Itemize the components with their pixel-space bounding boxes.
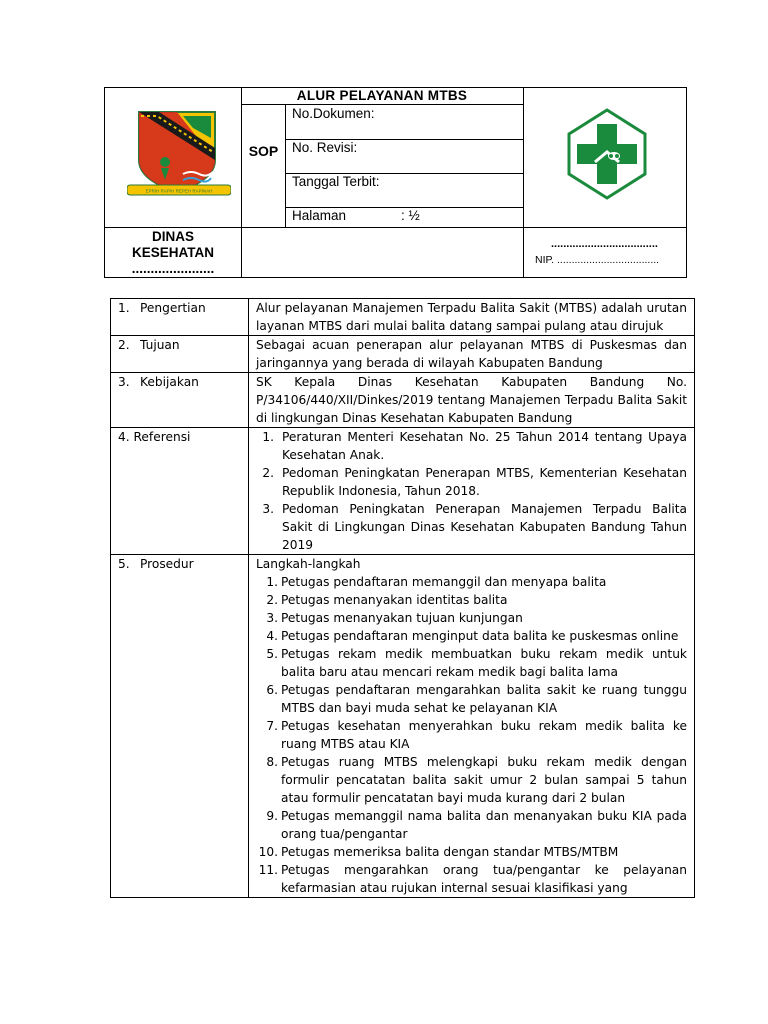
section-label: 5. Prosedur — [111, 555, 249, 898]
nip-label: NIP. ................................... — [535, 254, 660, 266]
list-item: 2. Pedoman Peningkatan Penerapan MTBS, Kementerian Kesehatan Republik Indonesia, Tahun 2018. — [262, 466, 687, 498]
table-row — [111, 373, 695, 428]
table-row — [111, 336, 695, 373]
list-item: 9. Petugas memanggil nama balita dan menanyakan buku KIA pada orang tua/pengantar — [266, 809, 687, 841]
halaman-value: : ½ — [401, 208, 420, 223]
list-item: 7. Petugas kesehatan menyerahkan buku rekam medik balita ke ruang MTBS atau KIA — [266, 719, 687, 751]
section-label: 4. Referensi — [111, 428, 249, 555]
list-item: 11. Petugas mengarahkan orang tua/pengantar ke pelayanan kefarmasian atau rujukan internal sesuai klasifikasi yang — [258, 863, 687, 895]
org-name-line3: ...................... — [131, 261, 215, 276]
org-name-line2: KESEHATAN — [131, 245, 214, 260]
signature-name: ................................... — [551, 238, 658, 250]
org-name-line1: DINAS — [151, 229, 194, 244]
section-label: 3. Kebijakan — [111, 373, 249, 428]
section-list — [249, 555, 695, 898]
table-row — [111, 555, 695, 898]
table-row — [111, 299, 695, 336]
tanggal-terbit-label: Tanggal Terbit: — [292, 174, 380, 189]
section-label: 2. Tujuan — [111, 336, 249, 373]
bandung-crest-logo — [127, 108, 231, 200]
list-item: 5. Petugas rekam medik membuatkan buku rekam medik untuk balita baru atau mencari rekam medik bagi balita lama — [266, 647, 687, 679]
no-revisi-label: No. Revisi: — [292, 140, 358, 155]
sop-content-table — [110, 298, 695, 898]
halaman-label: Halaman — [292, 208, 347, 223]
crest-banner-text: EPRIH RAPIH REPEH RAPINAH — [145, 188, 213, 194]
section-label: 1. Pengertian — [111, 299, 249, 336]
list-item: 3. Pedoman Peningkatan Penerapan Manajemen Terpadu Balita Sakit di Lingkungan Dinas Kesehatan Kabupaten Bandung Tahun 2019 — [262, 502, 687, 552]
list-item: 1. Peraturan Menteri Kesehatan No. 25 Tahun 2014 tentang Upaya Kesehatan Anak. — [262, 430, 687, 462]
list-item: 8. Petugas ruang MTBS melengkapi buku rekam medik dengan formulir pencatatan balita sakit umur 2 bulan sampai 5 tahun atau formulir pencatatan bayi muda kurang dari 2 bulan — [266, 755, 687, 805]
list-item: 6. Petugas pendaftaran mengarahkan balita sakit ke ruang tunggu MTBS dan bayi muda sehat ke pelayanan KIA — [266, 683, 687, 715]
list-item: 1. Petugas pendaftaran memanggil dan menyapa balita — [266, 575, 607, 589]
list-item: 3. Petugas menanyakan tujuan kunjungan — [266, 611, 523, 625]
section-text: SK Kepala Dinas Kesehatan Kabupaten Bandung No. P/34106/440/XII/Dinkes/2019 tentang Manajemen Terpadu Balita Sakit di lingkungan Dinas Kesehatan Kabupaten Bandung — [249, 373, 695, 428]
section-list — [249, 428, 695, 555]
list-item: 4. Petugas pendaftaran menginput data balita ke puskesmas online — [266, 629, 679, 643]
sop-header — [104, 87, 687, 278]
list-item: 2. Petugas menanyakan identitas balita — [266, 593, 508, 607]
document-title: ALUR PELAYANAN MTBS — [296, 88, 468, 103]
puskesmas-logo — [565, 108, 649, 200]
section-text: Alur pelayanan Manajemen Terpadu Balita Sakit (MTBS) adalah urutan layanan MTBS dari mulai balita datang sampai pulang atau dirujuk — [249, 299, 695, 336]
no-dokumen-label: No.Dokumen: — [292, 106, 375, 121]
table-row — [111, 428, 695, 555]
section-text: Sebagai acuan penerapan alur pelayanan MTBS di Puskesmas dan jaringannya yang berada di wilayah Kabupaten Bandung — [249, 336, 695, 373]
procedure-intro: Langkah-langkah — [256, 557, 361, 571]
sop-label: SOP — [248, 143, 279, 159]
list-item: 10. Petugas memeriksa balita dengan standar MTBS/MTBM — [258, 845, 619, 859]
